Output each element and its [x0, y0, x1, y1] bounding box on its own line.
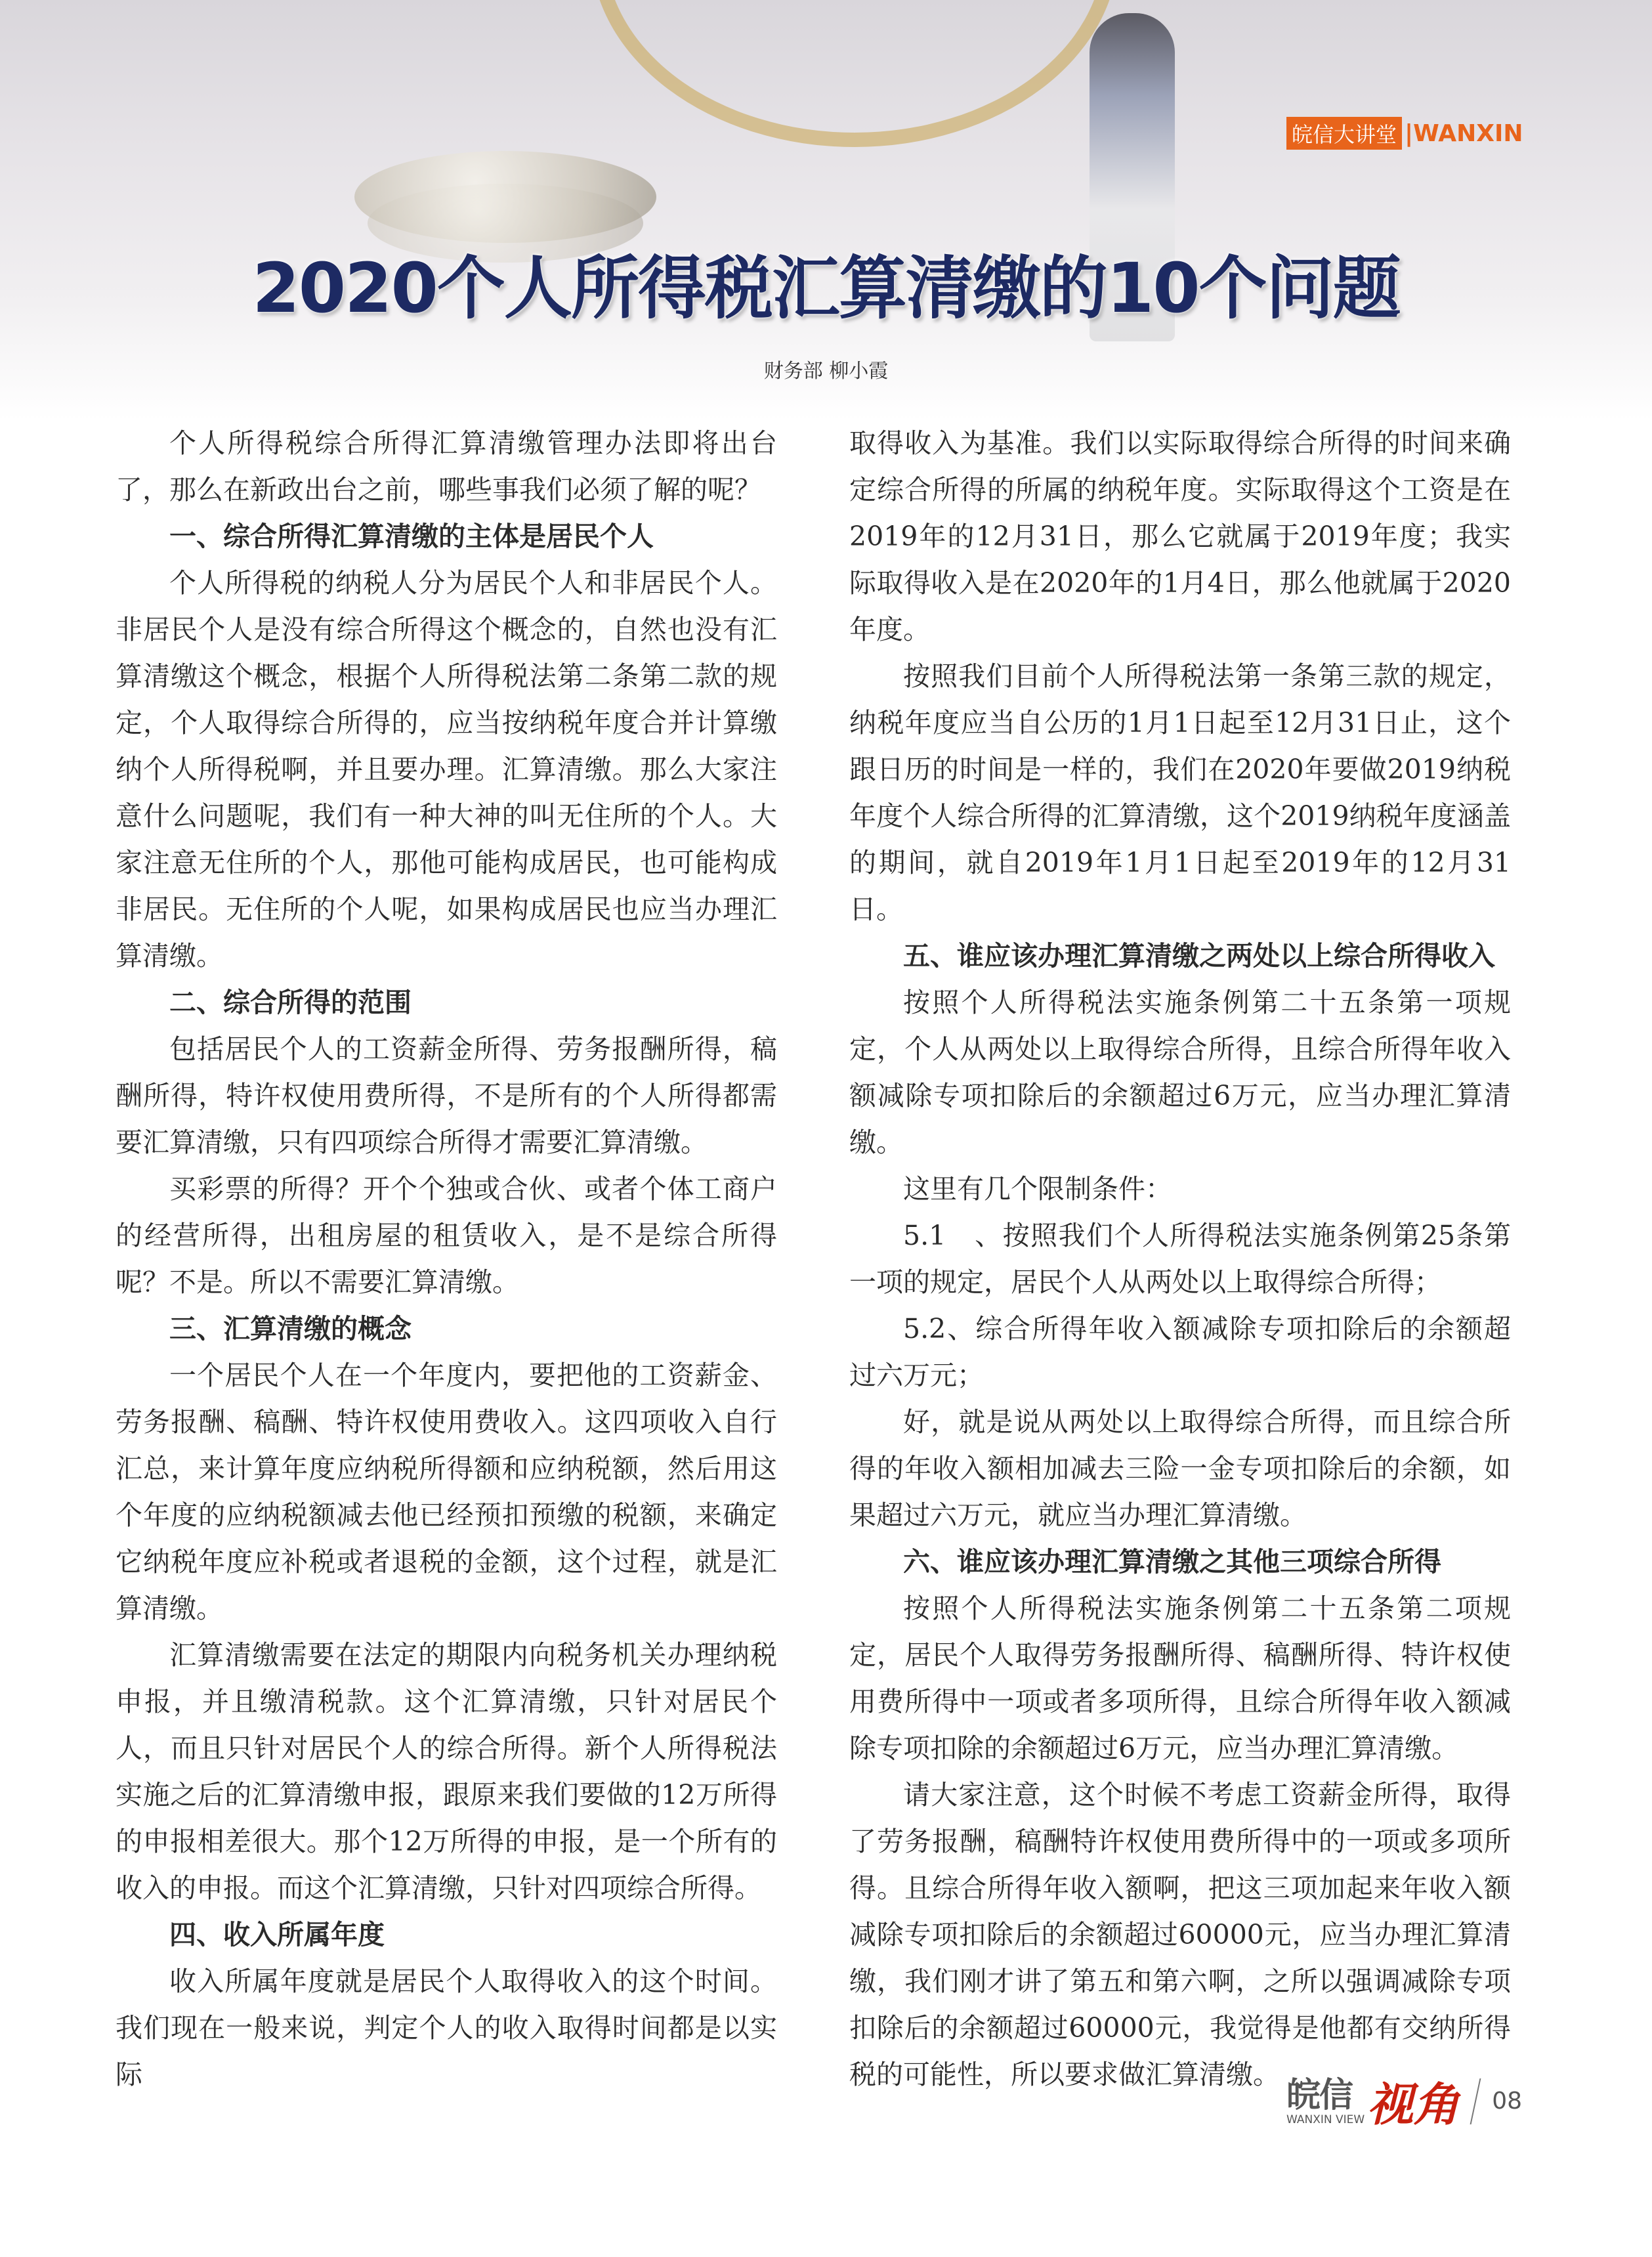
divider [1470, 2078, 1481, 2124]
body-paragraph: 5.2、综合所得年收入额减除专项扣除后的余额超过六万元； [849, 1313, 1511, 1391]
footer [1286, 2068, 1522, 2134]
logo-cn: 皖信 [1286, 2075, 1353, 2115]
magnifier-image [591, 0, 1118, 147]
body-paragraph: 一个居民个人在一个年度内，要把他的工资薪金、劳务报酬、稿酬、特许权使用费收入。这四项收入自行汇总，来计算年度应纳税所得额和应纳税额，然后用这个年度的应纳税额减去他已经预扣预缴的税额，来确定它纳税年度应补税或者退税的金额，这个过程，就是汇算清缴。 [116, 1360, 777, 1624]
body-paragraph: 这里有几个限制条件： [903, 1173, 1172, 1205]
body-paragraph: 汇算清缴需要在法定的期限内向税务机关办理纳税申报，并且缴清税款。这个汇算清缴，只针对居民个人，而且只针对居民个人的综合所得。新个人所得税法实施之后的汇算清缴申报，跟原来我们要做的12万所得的申报相差很大。那个12万所得的申报，是一个所有的收入的申报。而这个汇算清缴，只针对四项综合所得。 [116, 1639, 777, 1904]
body-paragraph: 按照我们目前个人所得税法第一条第三款的规定，纳税年度应当自公历的1月1日起至12月31日止，这个跟日历的时间是一样的，我们在2020年要做2019纳税年度个人综合所得的汇算清缴，这个2019纳税年度涵盖的期间，就自2019年1月1日起至2019年的12月31日。 [849, 660, 1511, 925]
logo-en: WANXIN VIEW [1286, 2113, 1365, 2126]
column-tag [1286, 117, 1523, 150]
body-paragraph: 取得收入为基准。我们以实际取得综合所得的时间来确定综合所得的所属的纳税年度。实际取得这个工资是在2019年的12月31日，那么它就属于2019年度；我实际取得收入是在2020年的1月4日，那么他就属于2020年度。 [849, 427, 1511, 645]
page-number: 08 [1492, 2088, 1523, 2115]
section-heading: 五、谁应该办理汇算清缴之两处以上综合所得收入 [903, 940, 1495, 972]
body-paragraph: 按照个人所得税法实施条例第二十五条第一项规定，个人从两处以上取得综合所得，且综合所得年收入额减除专项扣除后的余额超过6万元，应当办理汇算清缴。 [849, 987, 1511, 1158]
body-paragraph: 按照个人所得税法实施条例第二十五条第二项规定，居民个人取得劳务报酬所得、稿酬所得、特许权使用费所得中一项或者多项所得，且综合所得年收入额减除专项扣除的余额超过6万元，应当办理汇算清缴。 [849, 1593, 1511, 1764]
section-heading: 二、综合所得的范围 [169, 987, 412, 1018]
body-paragraph: 包括居民个人的工资薪金所得、劳务报酬所得，稿酬所得，特许权使用费所得，不是所有的个人所得都需要汇算清缴，只有四项综合所得才需要汇算清缴。 [116, 1033, 777, 1158]
logo-script: 视角 [1367, 2077, 1460, 2132]
column-tag-en: |WANXIN [1405, 119, 1523, 147]
body-paragraph: 收入所属年度就是居民个人取得收入的这个时间。我们现在一般来说，判定个人的收入取得时间都是以实际 [116, 1966, 777, 2090]
body-paragraph: 个人所得税综合所得汇算清缴管理办法即将出台了，那么在新政出台之前，哪些事我们必须了解的呢？ [116, 427, 777, 505]
section-heading: 四、收入所属年度 [169, 1919, 385, 1950]
body-paragraph: 个人所得税的纳税人分为居民个人和非居民个人。非居民个人是没有综合所得这个概念的，自然也没有汇算清缴这个概念，根据个人所得税法第二条第二款的规定，个人取得综合所得的，应当按纳税年度合并计算缴纳个人所得税啊，并且要办理。汇算清缴。那么大家注意什么问题呢，我们有一种大神的叫无住所的个人。大家注意无住所的个人，那他可能构成居民，也可能构成非居民。无住所的个人呢，如果构成居民也应当办理汇算清缴。 [116, 567, 777, 972]
page-title: 2020个人所得税汇算清缴的10个问题 [252, 248, 1400, 328]
body-paragraph: 好，就是说从两处以上取得综合所得，而且综合所得的年收入额相加减去三险一金专项扣除后的余额，如果超过六万元，就应当办理汇算清缴。 [849, 1406, 1511, 1531]
body-paragraph: 买彩票的所得？开个个独或合伙、或者个体工商户的经营所得，出租房屋的租赁收入，是不是综合所得呢？不是。所以不需要汇算清缴。 [116, 1173, 777, 1298]
author-byline: 财务部 柳小霞 [763, 360, 889, 383]
column-tag-cn: 皖信大讲堂 [1286, 117, 1402, 150]
magazine-logo [1286, 2077, 1365, 2126]
body-paragraph: 5.1 、按照我们个人所得税法实施条例第25条第一项的规定，居民个人从两处以上取得综合所得； [849, 1220, 1511, 1298]
section-heading: 一、综合所得汇算清缴的主体是居民个人 [169, 521, 654, 552]
section-heading: 六、谁应该办理汇算清缴之其他三项综合所得 [903, 1546, 1441, 1578]
section-heading: 三、汇算清缴的概念 [169, 1313, 412, 1344]
right-column [849, 420, 1511, 2098]
left-column [116, 420, 777, 2098]
body-paragraph: 请大家注意，这个时候不考虑工资薪金所得，取得了劳务报酬，稿酬特许权使用费所得中的一项或多项所得。且综合所得年收入额啊，把这三项加起来年收入额减除专项扣除后的余额超过60000元，应当办理汇算清缴，我们刚才讲了第五和第六啊，之所以强调减除专项扣除后的余额超过60000元，我觉得是他都有交纳所得税的可能性，所以要求做汇算清缴。 [849, 1779, 1511, 2090]
